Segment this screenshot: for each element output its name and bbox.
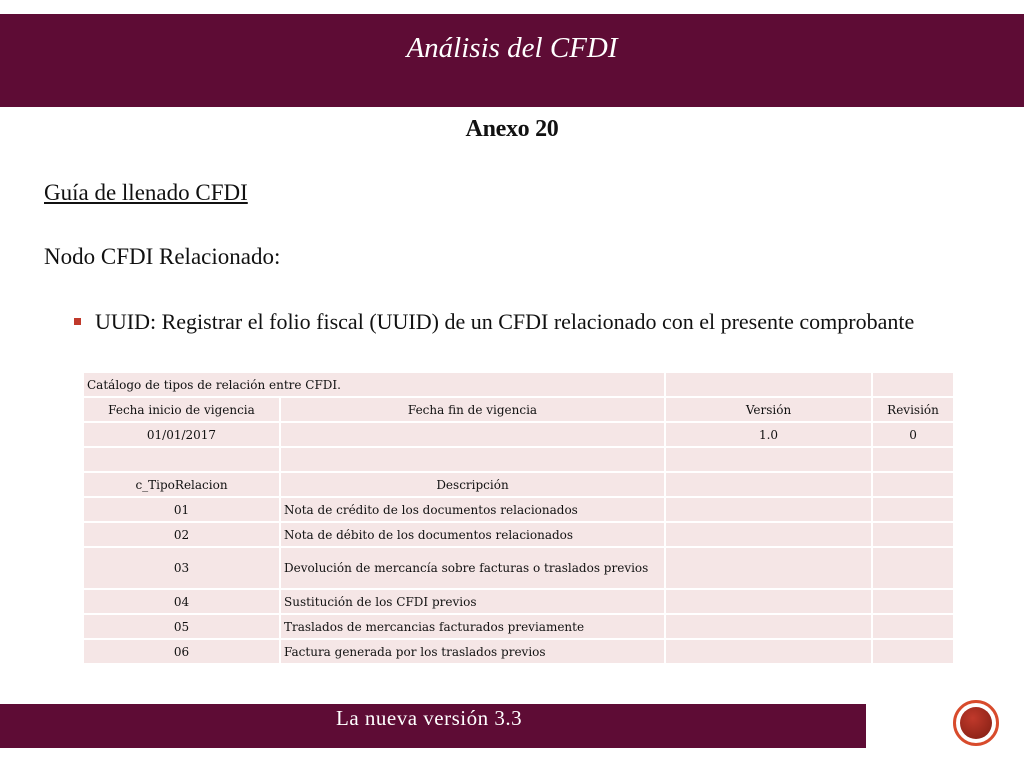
- header-description: Descripción: [280, 472, 665, 497]
- header-start-date: Fecha inicio de vigencia: [83, 397, 280, 422]
- relation-description: Factura generada por los traslados previos: [280, 639, 665, 664]
- empty-cell: [872, 589, 954, 614]
- empty-cell: [872, 497, 954, 522]
- empty-cell: [665, 547, 872, 589]
- revision-value: 0: [872, 422, 954, 447]
- start-date-value: 01/01/2017: [83, 422, 280, 447]
- relation-description: Nota de crédito de los documentos relacionados: [280, 497, 665, 522]
- column-header-row: [83, 472, 954, 497]
- relation-description: Sustitución de los CFDI previos: [280, 589, 665, 614]
- empty-cell: [665, 589, 872, 614]
- empty-cell: [872, 472, 954, 497]
- node-heading: Nodo CFDI Relacionado:: [44, 244, 281, 269]
- blank-row: [83, 447, 954, 472]
- slide-subtitle: Anexo 20: [465, 116, 559, 142]
- slide-title: Análisis del CFDI: [406, 32, 618, 64]
- version-value: 1.0: [665, 422, 872, 447]
- empty-cell: [872, 547, 954, 589]
- relation-catalog-table: [82, 371, 955, 665]
- empty-cell: [665, 614, 872, 639]
- empty-cell: [665, 639, 872, 664]
- table-row: [83, 497, 954, 522]
- relation-code: 04: [83, 589, 280, 614]
- logo-badge-inner: [960, 707, 992, 739]
- square-bullet-icon: [74, 318, 81, 325]
- table-row: [83, 547, 954, 589]
- guide-heading: Guía de llenado CFDI: [44, 180, 248, 205]
- empty-cell: [665, 497, 872, 522]
- header-code: c_TipoRelacion: [83, 472, 280, 497]
- empty-cell: [872, 639, 954, 664]
- relation-code: 01: [83, 497, 280, 522]
- table-title-row: [83, 372, 954, 397]
- empty-cell: [665, 522, 872, 547]
- bullet-item: [74, 309, 914, 335]
- header-revision: Revisión: [872, 397, 954, 422]
- table-row: [83, 589, 954, 614]
- end-date-value: [280, 422, 665, 447]
- table-title: Catálogo de tipos de relación entre CFDI.: [83, 372, 665, 397]
- bullet-text: UUID: Registrar el folio fiscal (UUID) de un CFDI relacionado con el presente comprobante: [95, 309, 915, 334]
- logo-badge-icon: [953, 700, 999, 746]
- meta-header-row: [83, 397, 954, 422]
- empty-cell: [665, 372, 872, 397]
- table-row: [83, 614, 954, 639]
- empty-cell: [872, 372, 954, 397]
- empty-cell: [872, 614, 954, 639]
- relation-code: 05: [83, 614, 280, 639]
- table-row: [83, 639, 954, 664]
- empty-cell: [665, 472, 872, 497]
- relation-description: Nota de débito de los documentos relacionados: [280, 522, 665, 547]
- empty-cell: [872, 522, 954, 547]
- meta-value-row: [83, 422, 954, 447]
- header-version: Versión: [665, 397, 872, 422]
- relation-code: 02: [83, 522, 280, 547]
- empty-cell: [872, 447, 954, 472]
- header-end-date: Fecha fin de vigencia: [280, 397, 665, 422]
- empty-cell: [280, 447, 665, 472]
- relation-description: Devolución de mercancía sobre facturas o traslados previos: [280, 547, 665, 589]
- relation-description: Traslados de mercancias facturados previamente: [280, 614, 665, 639]
- relation-code: 03: [83, 547, 280, 589]
- table-row: [83, 522, 954, 547]
- empty-cell: [665, 447, 872, 472]
- relation-code: 06: [83, 639, 280, 664]
- footer-text: La nueva versión 3.3: [336, 706, 523, 730]
- empty-cell: [83, 447, 280, 472]
